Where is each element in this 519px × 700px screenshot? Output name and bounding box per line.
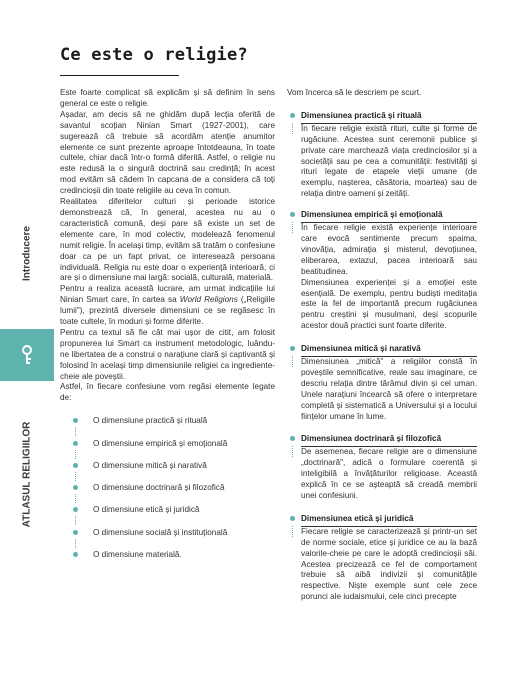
chapter-tab xyxy=(0,329,54,381)
section-heading: Dimensiunea etică și juridică xyxy=(301,514,477,527)
section-etica xyxy=(287,514,477,603)
list-item: O dimensiune etică și juridică xyxy=(60,505,275,527)
list-item: O dimensiune practică și rituală xyxy=(60,416,275,438)
section-practica xyxy=(287,111,477,200)
paragraph: Este foarte complicat să explicăm și să definim în sens general ce este o religie. xyxy=(60,88,275,108)
book-title: World Religions xyxy=(179,295,238,305)
list-item: O dimensiune mitică și narativă xyxy=(60,461,275,483)
section-body: De asemenea, fiecare religie are o dimensiune „doctrinară", adică o formulare coerentă și inteligibilă a învățăturilor religioase. Această explică în ce se așteaptă să creadă membrii unei confesiuni. xyxy=(301,447,477,500)
section-doctrinara xyxy=(287,434,477,501)
left-column xyxy=(60,88,275,572)
section-body: Dimensiunea „mitică" a religiilor constă în poveștile semnificative, reale sau imaginare, ce descriu relația dintre tărâmul divin și cel uman. Unele narațiuni încearcă să ofere o interpretare completă și sistematică a Universului și a locului ființelor umane în lume. xyxy=(301,357,477,421)
section-body: Fiecare religie se caracterizează și printr-un set de norme sociale, etice și juridice ce au la bază valorile-cheie pe care le adoptă credincioșii săi. Acestea precizează ce fel de comportament trebuie să aibă indivizii și comunitățile respective. Niște exemple sunt cele zece porunci ale iudaismului, cele cinci precepte xyxy=(301,526,477,602)
section-body: Dimensiunea experienței și a emoției este esențială. De exemplu, pentru budiști meditația este la fel de importantă precum rugăciunea pentru creștini și musulmani, deși scopurile acestor două practici sunt foarte diferite. xyxy=(301,277,477,331)
right-column xyxy=(287,88,477,603)
section-heading: Dimensiunea empirică și emoțională xyxy=(301,210,477,223)
dimension-list xyxy=(60,416,275,572)
section-heading: Dimensiunea doctrinară și filozofică xyxy=(301,434,477,447)
paragraph: Vom încerca să le descriem pe scurt. xyxy=(287,88,422,97)
paragraph: Pentru ca textul să fie cât mai ușor de citit, am folosit propunerea lui Smart ca instrument metodologic, luându-ne libertatea de a construi o narațiune clară și captivantă și folosind în același timp dimensiunile religiei ca ingrediente-cheie ale poveștii. xyxy=(60,327,275,381)
title-underline xyxy=(60,75,179,76)
list-item: O dimensiune materială. xyxy=(60,550,275,572)
page-title: Ce este o religie? xyxy=(60,45,248,65)
list-item: O dimensiune empirică și emoțională xyxy=(60,439,275,461)
section-heading: Dimensiunea mitică și narativă xyxy=(301,344,477,357)
side-label-introducere: Introducere xyxy=(21,226,33,282)
key-icon xyxy=(18,344,36,366)
paragraph: Realitatea diferitelor culturi și perioade istorice demonstrează că, în general, acestea nu au o caracteristică comună, deși pare să existe un set de elemente care, în mod colectiv, modelează fenomenul numit religie. În același timp, evităm să tratăm o confesiune doar ca pe un fapt privat, ce interesează persoana individuală. Religia nu este doar o experiență interioară, ci are și o dimensiune mai largă: socială, culturală, materială. xyxy=(60,197,275,283)
side-label-atlas: ATLASUL RELIGIILOR xyxy=(21,421,33,528)
paragraph: Așadar, am decis să ne ghidăm după lecția oferită de savantul scoțian Ninian Smart (1927-2001), care sugerează că trebuie să acordăm atenție anumitor elemente ce sunt prezente aproape întotdeauna, în toate cultele, chiar dacă într-o formă diferită. Astfel, o religie nu este redusă la o singură doctrină sau credință; în acest mod evităm să cădem în capcana de a considera că toți credincioșii din toate religiile au ceva în comun. xyxy=(60,109,275,196)
section-mitica xyxy=(287,344,477,422)
section-body: În fiecare religie există rituri, culte și forme de rugăciune. Acestea sunt ceremonii publice și private care marchează viața credinciosilor și a societății sau pe cea a comunității: festivități și rituri legate de etapele vieții umane (de exemplu, nașterea, căsătoria, moartea) sau de relația dintre oameni și zeități. xyxy=(301,123,477,199)
paragraph: Astfel, în fiecare confesiune vom regăsi elemente legate de: xyxy=(60,382,275,403)
list-item: O dimensiune doctrinară și filozofică xyxy=(60,483,275,505)
section-heading: Dimensiunea practică și rituală xyxy=(301,111,477,124)
list-item: O dimensiune socială și instituțională xyxy=(60,528,275,550)
section-empirica xyxy=(287,210,477,332)
section-body: În fiecare religie există experiențe interioare care evocă sentimente precum spaima, vinovăția, admirația și misterul, devoțiunea, eliberarea, extazul, pacea interioară sau beatitudinea. xyxy=(301,223,477,276)
paragraph: Pentru a realiza această lucrare, am urmat indicațiile lui Ninian Smart care, în cartea sa World Religions („Religiile lumii"), prezintă diversele dimensiuni ce se regăsesc în toate cultele, în moduri și forme diferite. xyxy=(60,284,275,327)
